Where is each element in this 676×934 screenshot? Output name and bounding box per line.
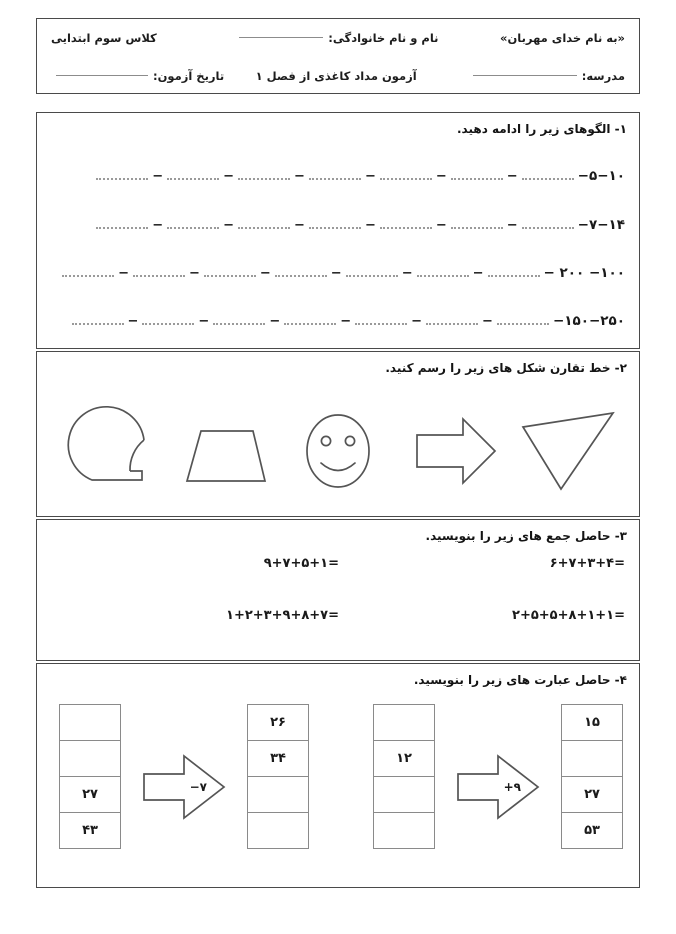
machine-input-cell[interactable]: ۲۷ (562, 777, 622, 813)
pattern-blank[interactable] (238, 218, 290, 229)
machine-input-column (561, 704, 623, 849)
pattern-blank[interactable] (275, 266, 327, 277)
pattern-blank[interactable] (133, 266, 185, 277)
machine-output-cell[interactable] (374, 777, 434, 813)
pattern-blank[interactable] (451, 169, 503, 180)
pattern-seed: ۱۰۰− ۲۰۰ − (543, 265, 625, 281)
pattern-blank[interactable] (167, 169, 219, 180)
question-3-title: ۳- حاصل جمع های زیر را بنویسید. (425, 529, 627, 543)
name-label: نام و نام خانوادگی: (328, 31, 439, 45)
pattern-row: ۵−۱۰− − − − − − − (51, 168, 625, 184)
header-name-cell (234, 31, 439, 45)
function-machine (373, 702, 623, 872)
pattern-blank[interactable] (355, 314, 407, 325)
pattern-blank[interactable] (380, 218, 432, 229)
header-row-1 (37, 19, 639, 57)
date-fill-line (56, 74, 148, 76)
question-1-title: ۱- الگوهای زیر را ادامه دهید. (456, 122, 627, 136)
machine-input-column (247, 704, 309, 849)
header-row-2 (37, 57, 639, 95)
shape-slot (168, 394, 278, 504)
header-school-cell (434, 69, 639, 83)
machine-input-cell[interactable] (248, 777, 308, 813)
pattern-blank[interactable] (346, 266, 398, 277)
pattern-blank[interactable] (309, 218, 361, 229)
pattern-blank[interactable] (213, 314, 265, 325)
machine-output-cell[interactable] (60, 705, 120, 741)
pattern-blank[interactable] (451, 218, 503, 229)
header-grade-cell (37, 31, 234, 45)
pattern-blank[interactable] (380, 169, 432, 180)
question-2-section (36, 351, 640, 517)
shape-slot (283, 394, 393, 504)
pattern-blank[interactable] (142, 314, 194, 325)
machine-operation-label: +۹ (503, 780, 521, 794)
machine-output-column (59, 704, 121, 849)
pattern-blank[interactable] (284, 314, 336, 325)
sum-expression[interactable]: ۱+۲+۳+۹+۸+۷= (226, 608, 339, 623)
school-fill-line (473, 74, 577, 76)
pattern-blank[interactable] (167, 218, 219, 229)
machine-output-cell[interactable] (374, 705, 434, 741)
worksheet-header (36, 18, 640, 94)
pattern-blank[interactable] (426, 314, 478, 325)
shape-slot (398, 394, 508, 504)
sum-expression[interactable]: ۲+۵+۵+۸+۱+۱= (512, 608, 625, 623)
pattern-blank[interactable] (488, 266, 540, 277)
shapes-strip (51, 390, 625, 508)
pattern-blank[interactable] (204, 266, 256, 277)
exam-title: آزمون مداد کاغذی از فصل ۱ (255, 69, 417, 83)
machine-output-cell[interactable]: ۱۲ (374, 741, 434, 777)
question-4-title: ۴- حاصل عبارت های زیر را بنویسید. (413, 673, 627, 687)
pattern-blank[interactable] (497, 314, 549, 325)
question-1-section (36, 112, 640, 349)
date-label: تاریخ آزمون: (153, 69, 225, 83)
question-3-section (36, 519, 640, 661)
pattern-row: ۷−۱۴− − − − − − − (51, 217, 625, 233)
machine-input-cell[interactable] (562, 741, 622, 777)
header-date-cell (37, 69, 239, 83)
machine-output-cell[interactable]: ۴۳ (60, 813, 120, 849)
pattern-blank[interactable] (522, 218, 574, 229)
sum-expression[interactable]: ۹+۷+۵+۱= (263, 556, 339, 571)
pattern-seed: ۵−۱۰− (577, 168, 625, 184)
machine-operation-arrow (435, 702, 561, 872)
machine-output-cell[interactable] (60, 741, 120, 777)
machine-input-cell[interactable]: ۱۵ (562, 705, 622, 741)
pattern-row: ۱۵۰−۲۵۰− − − − − − − (51, 313, 625, 329)
school-label: مدرسه: (581, 69, 625, 83)
machine-input-cell[interactable]: ۳۴ (248, 741, 308, 777)
pattern-blank[interactable] (72, 314, 124, 325)
triangle-icon (513, 399, 623, 499)
question-2-title: ۲- خط تقارن شکل های زیر را رسم کنید. (385, 361, 627, 375)
shape-slot (513, 394, 623, 504)
block-arrow-icon (138, 750, 230, 824)
pattern-blank[interactable] (96, 169, 148, 180)
block-arrow-icon (452, 750, 544, 824)
pattern-row: ۱۰۰− ۲۰۰ − − − − − − − (51, 265, 625, 281)
shape-slot (53, 394, 163, 504)
name-fill-line (239, 36, 323, 38)
bismillah-text: «به نام خدای مهربان» (500, 31, 625, 45)
machine-input-cell[interactable] (248, 813, 308, 849)
header-bismillah-cell (438, 31, 639, 45)
pattern-blank[interactable] (238, 169, 290, 180)
pattern-blank[interactable] (96, 218, 148, 229)
grade-label: کلاس سوم ابتدایی (51, 31, 157, 45)
machine-output-column (373, 704, 435, 849)
trapezoid-icon (173, 399, 273, 499)
pattern-blank[interactable] (62, 266, 114, 277)
machine-operation-arrow (121, 702, 247, 872)
header-exam-title-cell (239, 69, 434, 83)
pattern-blank[interactable] (522, 169, 574, 180)
machine-input-cell[interactable]: ۲۶ (248, 705, 308, 741)
machine-operation-label: −۷ (189, 780, 207, 794)
machine-output-cell[interactable]: ۲۷ (60, 777, 120, 813)
pattern-seed: ۱۵۰−۲۵۰− (552, 313, 625, 329)
machine-output-cell[interactable] (374, 813, 434, 849)
pattern-blank[interactable] (309, 169, 361, 180)
smiley-face-icon (288, 399, 388, 499)
pattern-blank[interactable] (417, 266, 469, 277)
block-arrow-icon (403, 399, 503, 499)
function-machine (59, 702, 309, 872)
pattern-seed: ۷−۱۴− (577, 217, 625, 233)
machine-input-cell[interactable]: ۵۳ (562, 813, 622, 849)
sum-expression[interactable]: ۶+۷+۳+۴= (549, 556, 625, 571)
question-4-section (36, 663, 640, 888)
circle-with-tail-icon (58, 399, 158, 499)
